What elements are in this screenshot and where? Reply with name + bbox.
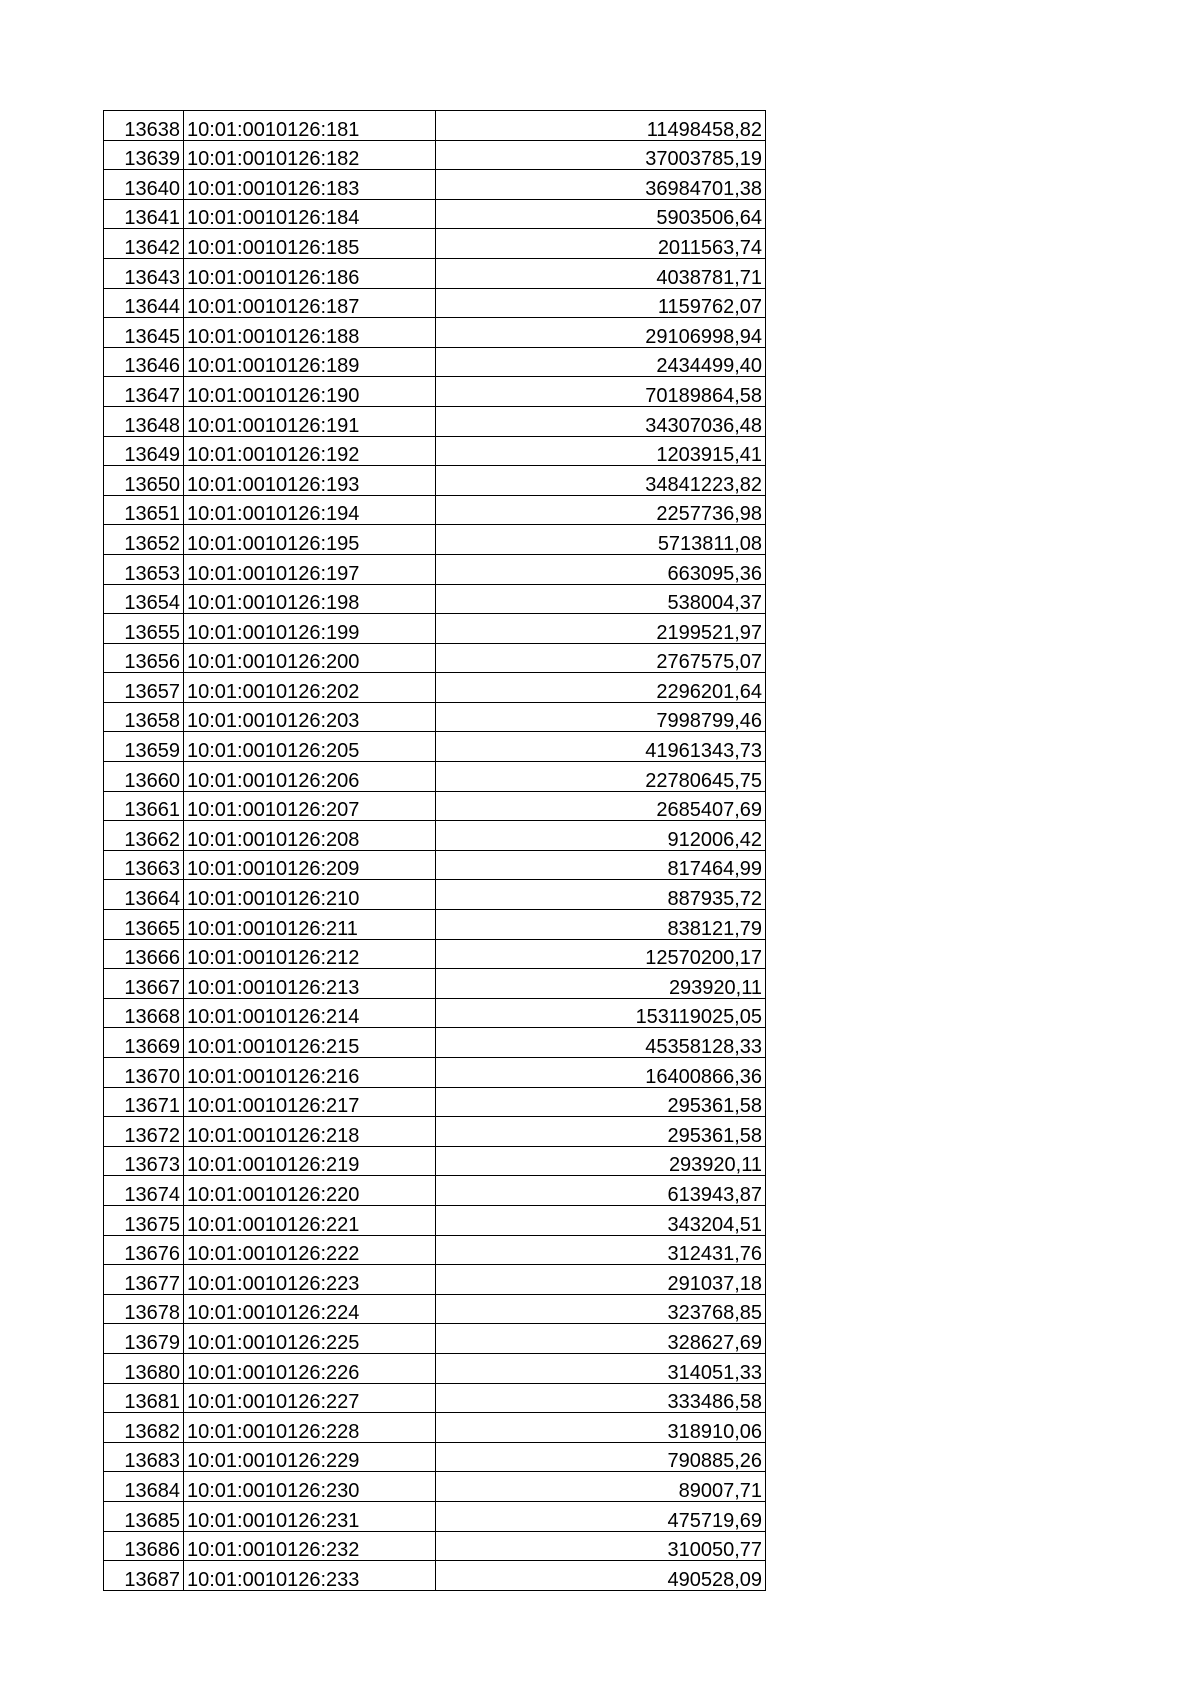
cadastral-number-cell: 10:01:0010126:188 (184, 318, 436, 348)
cadastral-number-cell: 10:01:0010126:213 (184, 969, 436, 999)
value-cell: 663095,36 (436, 554, 766, 584)
cadastral-number-cell: 10:01:0010126:191 (184, 406, 436, 436)
table-row (104, 1205, 766, 1235)
table-row (104, 406, 766, 436)
cadastral-number-cell: 10:01:0010126:185 (184, 229, 436, 259)
row-number-cell: 13660 (104, 762, 184, 792)
row-number-cell: 13679 (104, 1324, 184, 1354)
table-row (104, 1235, 766, 1265)
row-number-cell: 13680 (104, 1353, 184, 1383)
row-number-cell: 13661 (104, 791, 184, 821)
table-row (104, 1413, 766, 1443)
value-cell: 490528,09 (436, 1561, 766, 1591)
value-cell: 70189864,58 (436, 377, 766, 407)
cadastral-number-cell: 10:01:0010126:187 (184, 288, 436, 318)
table-row (104, 258, 766, 288)
table-row (104, 318, 766, 348)
table-row (104, 643, 766, 673)
row-number-cell: 13639 (104, 140, 184, 170)
table-row (104, 554, 766, 584)
row-number-cell: 13677 (104, 1265, 184, 1295)
table-row (104, 377, 766, 407)
cadastral-number-cell: 10:01:0010126:190 (184, 377, 436, 407)
table-row (104, 1383, 766, 1413)
value-cell: 37003785,19 (436, 140, 766, 170)
value-cell: 333486,58 (436, 1383, 766, 1413)
cadastral-number-cell: 10:01:0010126:225 (184, 1324, 436, 1354)
value-cell: 291037,18 (436, 1265, 766, 1295)
table-row (104, 466, 766, 496)
row-number-cell: 13683 (104, 1442, 184, 1472)
cadastral-number-cell: 10:01:0010126:209 (184, 850, 436, 880)
value-cell: 613943,87 (436, 1176, 766, 1206)
table-row (104, 1058, 766, 1088)
row-number-cell: 13666 (104, 939, 184, 969)
cadastral-number-cell: 10:01:0010126:229 (184, 1442, 436, 1472)
table-row (104, 1531, 766, 1561)
table-row (104, 495, 766, 525)
row-number-cell: 13640 (104, 170, 184, 200)
cadastral-number-cell: 10:01:0010126:192 (184, 436, 436, 466)
cadastral-number-cell: 10:01:0010126:232 (184, 1531, 436, 1561)
value-cell: 36984701,38 (436, 170, 766, 200)
cadastral-number-cell: 10:01:0010126:208 (184, 821, 436, 851)
row-number-cell: 13648 (104, 406, 184, 436)
cadastral-number-cell: 10:01:0010126:195 (184, 525, 436, 555)
cadastral-number-cell: 10:01:0010126:181 (184, 111, 436, 141)
value-cell: 538004,37 (436, 584, 766, 614)
row-number-cell: 13645 (104, 318, 184, 348)
table-row (104, 1324, 766, 1354)
value-cell: 1203915,41 (436, 436, 766, 466)
value-cell: 4038781,71 (436, 258, 766, 288)
value-cell: 153119025,05 (436, 998, 766, 1028)
cadastral-number-cell: 10:01:0010126:194 (184, 495, 436, 525)
cadastral-number-cell: 10:01:0010126:216 (184, 1058, 436, 1088)
table-row (104, 436, 766, 466)
table-row (104, 1176, 766, 1206)
table-row (104, 1028, 766, 1058)
cadastral-number-cell: 10:01:0010126:222 (184, 1235, 436, 1265)
value-cell: 11498458,82 (436, 111, 766, 141)
value-cell: 343204,51 (436, 1205, 766, 1235)
table-row (104, 969, 766, 999)
cadastral-number-cell: 10:01:0010126:228 (184, 1413, 436, 1443)
row-number-cell: 13668 (104, 998, 184, 1028)
cadastral-number-cell: 10:01:0010126:211 (184, 910, 436, 940)
row-number-cell: 13681 (104, 1383, 184, 1413)
table-row (104, 791, 766, 821)
table-row (104, 140, 766, 170)
value-cell: 293920,11 (436, 969, 766, 999)
row-number-cell: 13682 (104, 1413, 184, 1443)
value-cell: 1159762,07 (436, 288, 766, 318)
table-row (104, 525, 766, 555)
row-number-cell: 13655 (104, 614, 184, 644)
row-number-cell: 13678 (104, 1294, 184, 1324)
row-number-cell: 13652 (104, 525, 184, 555)
value-cell: 314051,33 (436, 1353, 766, 1383)
cadastral-number-cell: 10:01:0010126:218 (184, 1117, 436, 1147)
table-row (104, 288, 766, 318)
cadastral-number-cell: 10:01:0010126:230 (184, 1472, 436, 1502)
row-number-cell: 13685 (104, 1501, 184, 1531)
row-number-cell: 13649 (104, 436, 184, 466)
value-cell: 328627,69 (436, 1324, 766, 1354)
row-number-cell: 13663 (104, 850, 184, 880)
cadastral-number-cell: 10:01:0010126:215 (184, 1028, 436, 1058)
cadastral-number-cell: 10:01:0010126:193 (184, 466, 436, 496)
row-number-cell: 13647 (104, 377, 184, 407)
value-cell: 22780645,75 (436, 762, 766, 792)
cadastral-number-cell: 10:01:0010126:223 (184, 1265, 436, 1295)
row-number-cell: 13687 (104, 1561, 184, 1591)
value-cell: 2434499,40 (436, 347, 766, 377)
table-row (104, 1265, 766, 1295)
cadastral-number-cell: 10:01:0010126:224 (184, 1294, 436, 1324)
row-number-cell: 13658 (104, 702, 184, 732)
table-row (104, 1561, 766, 1591)
cadastral-number-cell: 10:01:0010126:182 (184, 140, 436, 170)
value-cell: 790885,26 (436, 1442, 766, 1472)
value-cell: 2685407,69 (436, 791, 766, 821)
value-cell: 310050,77 (436, 1531, 766, 1561)
cadastral-number-cell: 10:01:0010126:205 (184, 732, 436, 762)
table-row (104, 1501, 766, 1531)
value-cell: 318910,06 (436, 1413, 766, 1443)
row-number-cell: 13675 (104, 1205, 184, 1235)
row-number-cell: 13664 (104, 880, 184, 910)
value-cell: 5713811,08 (436, 525, 766, 555)
table-row (104, 702, 766, 732)
table-row (104, 111, 766, 141)
cadastral-number-cell: 10:01:0010126:210 (184, 880, 436, 910)
data-table (103, 110, 766, 1591)
value-cell: 12570200,17 (436, 939, 766, 969)
value-cell: 2767575,07 (436, 643, 766, 673)
cadastral-number-cell: 10:01:0010126:221 (184, 1205, 436, 1235)
row-number-cell: 13684 (104, 1472, 184, 1502)
table-row (104, 1087, 766, 1117)
value-cell: 45358128,33 (436, 1028, 766, 1058)
value-cell: 475719,69 (436, 1501, 766, 1531)
cadastral-number-cell: 10:01:0010126:202 (184, 673, 436, 703)
row-number-cell: 13669 (104, 1028, 184, 1058)
table-row (104, 170, 766, 200)
value-cell: 887935,72 (436, 880, 766, 910)
cadastral-number-cell: 10:01:0010126:184 (184, 199, 436, 229)
table-row (104, 199, 766, 229)
table-row (104, 850, 766, 880)
cadastral-number-cell: 10:01:0010126:183 (184, 170, 436, 200)
value-cell: 5903506,64 (436, 199, 766, 229)
row-number-cell: 13673 (104, 1146, 184, 1176)
cadastral-number-cell: 10:01:0010126:203 (184, 702, 436, 732)
cadastral-number-cell: 10:01:0010126:233 (184, 1561, 436, 1591)
cadastral-number-cell: 10:01:0010126:227 (184, 1383, 436, 1413)
cadastral-number-cell: 10:01:0010126:231 (184, 1501, 436, 1531)
table-row (104, 939, 766, 969)
value-cell: 16400866,36 (436, 1058, 766, 1088)
table-row (104, 1146, 766, 1176)
table-row (104, 821, 766, 851)
value-cell: 29106998,94 (436, 318, 766, 348)
value-cell: 2199521,97 (436, 614, 766, 644)
value-cell: 323768,85 (436, 1294, 766, 1324)
table-row (104, 1294, 766, 1324)
table-body (104, 111, 766, 1591)
row-number-cell: 13642 (104, 229, 184, 259)
table-row (104, 614, 766, 644)
row-number-cell: 13638 (104, 111, 184, 141)
row-number-cell: 13643 (104, 258, 184, 288)
value-cell: 838121,79 (436, 910, 766, 940)
value-cell: 41961343,73 (436, 732, 766, 762)
cadastral-number-cell: 10:01:0010126:186 (184, 258, 436, 288)
cadastral-number-cell: 10:01:0010126:197 (184, 554, 436, 584)
cadastral-number-cell: 10:01:0010126:214 (184, 998, 436, 1028)
row-number-cell: 13659 (104, 732, 184, 762)
row-number-cell: 13662 (104, 821, 184, 851)
table-row (104, 584, 766, 614)
table-row (104, 1472, 766, 1502)
cadastral-number-cell: 10:01:0010126:219 (184, 1146, 436, 1176)
table-row (104, 673, 766, 703)
value-cell: 295361,58 (436, 1117, 766, 1147)
cadastral-number-cell: 10:01:0010126:189 (184, 347, 436, 377)
cadastral-number-cell: 10:01:0010126:217 (184, 1087, 436, 1117)
table-row (104, 1353, 766, 1383)
value-cell: 2011563,74 (436, 229, 766, 259)
value-cell: 2257736,98 (436, 495, 766, 525)
value-cell: 34841223,82 (436, 466, 766, 496)
value-cell: 2296201,64 (436, 673, 766, 703)
row-number-cell: 13667 (104, 969, 184, 999)
row-number-cell: 13665 (104, 910, 184, 940)
cadastral-number-cell: 10:01:0010126:206 (184, 762, 436, 792)
cadastral-number-cell: 10:01:0010126:199 (184, 614, 436, 644)
table-row (104, 762, 766, 792)
row-number-cell: 13672 (104, 1117, 184, 1147)
table-row (104, 910, 766, 940)
cadastral-number-cell: 10:01:0010126:200 (184, 643, 436, 673)
cadastral-number-cell: 10:01:0010126:207 (184, 791, 436, 821)
row-number-cell: 13644 (104, 288, 184, 318)
table-row (104, 229, 766, 259)
value-cell: 312431,76 (436, 1235, 766, 1265)
table-row (104, 1442, 766, 1472)
row-number-cell: 13650 (104, 466, 184, 496)
row-number-cell: 13654 (104, 584, 184, 614)
value-cell: 817464,99 (436, 850, 766, 880)
cadastral-number-cell: 10:01:0010126:220 (184, 1176, 436, 1206)
value-cell: 912006,42 (436, 821, 766, 851)
row-number-cell: 13676 (104, 1235, 184, 1265)
row-number-cell: 13651 (104, 495, 184, 525)
table-row (104, 880, 766, 910)
value-cell: 293920,11 (436, 1146, 766, 1176)
table-row (104, 1117, 766, 1147)
value-cell: 89007,71 (436, 1472, 766, 1502)
value-cell: 34307036,48 (436, 406, 766, 436)
row-number-cell: 13671 (104, 1087, 184, 1117)
cadastral-number-cell: 10:01:0010126:212 (184, 939, 436, 969)
row-number-cell: 13674 (104, 1176, 184, 1206)
table-row (104, 998, 766, 1028)
row-number-cell: 13686 (104, 1531, 184, 1561)
row-number-cell: 13641 (104, 199, 184, 229)
row-number-cell: 13656 (104, 643, 184, 673)
row-number-cell: 13670 (104, 1058, 184, 1088)
row-number-cell: 13646 (104, 347, 184, 377)
table-row (104, 347, 766, 377)
row-number-cell: 13653 (104, 554, 184, 584)
row-number-cell: 13657 (104, 673, 184, 703)
table-row (104, 732, 766, 762)
cadastral-number-cell: 10:01:0010126:198 (184, 584, 436, 614)
value-cell: 7998799,46 (436, 702, 766, 732)
cadastral-number-cell: 10:01:0010126:226 (184, 1353, 436, 1383)
value-cell: 295361,58 (436, 1087, 766, 1117)
